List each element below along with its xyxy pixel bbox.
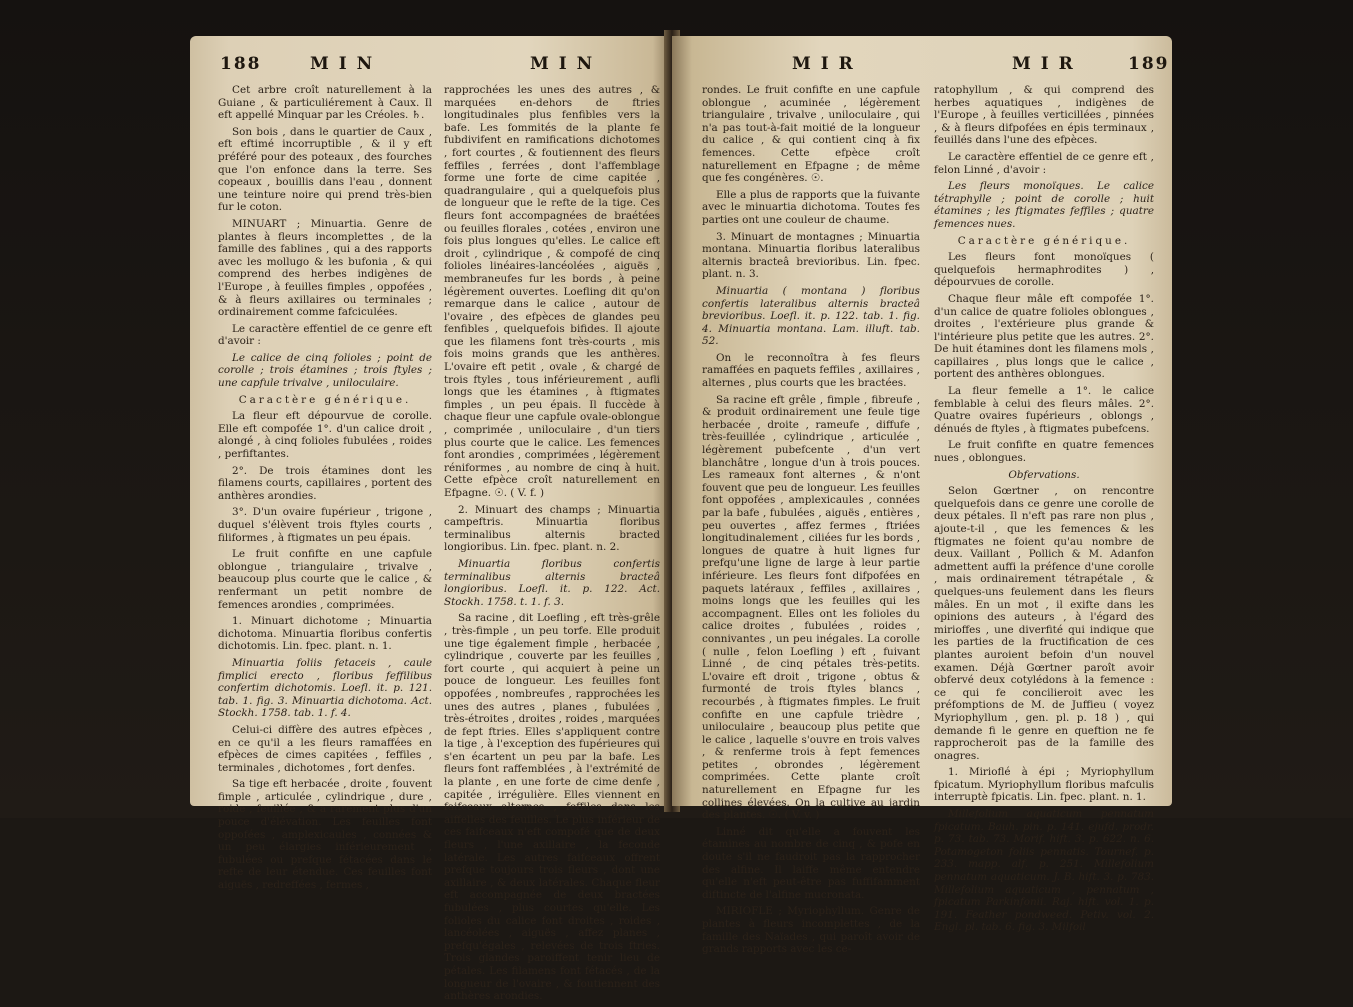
paragraph: Le caractère effentiel de ce genre eft , felon Linné , d'avoir : bbox=[934, 150, 1154, 176]
paragraph: 3°. D'un ovaire fupérieur , trigone , duquel s'élèvent trois ftyles courts , filiformes , à ftigmates un peu épais. bbox=[218, 506, 432, 544]
paragraph: Linné dit qu'elle a fouvent les étamines au nombre de cinq , & pofe en doute s'il ne faudroit pas la rapprocher des alfine. Il laiffe même entendre qu'elle n'eft peut-être pas fuffifamment diftincte de l'alfine mucronata. bbox=[702, 825, 920, 901]
paragraph: Sa racine eft grêle , fimple , fibreufe , & produit ordinairement une feule tige herbacée , droite , rameufe , diffufe , très-feuillée , cylindrique , articulée , légèrement pubefcente , d'un vert blanchâtre , longue d'un à trois pouces. Les rameaux font alternes , & n'ont fouvent que peu de longueur. Les feuilles font oppofées , amplexicaules , connées par la bafe , fubulées , aiguës , entières , peu ouvertes , affez fermes , ftriées longitudinalement , ciliées fur les bords , longues de quatre à huit lignes fur prefqu'une ligne de large à leur partie inférieure. Les fleurs font difpofées en paquets latéraux , feffiles , axillaires , moins longs que les feuilles qui les accompagnent. Elles ont les folioles du calice droites , fubulées , roides , connivantes , un peu inégales. La corolle ( nulle , felon Loefling ) eft , fuivant Linné , de cinq pétales très-petits. L'ovaire eft droit , trigone , obtus & furmonté de trois ftyles blancs , recourbés , à ftigmates fimples. Le fruit confifte en une capfule trièdre , uniloculaire , beaucoup plus petite que le calice , laquelle s'ouvre en trois valves , & renferme trois à fept femences petites , obrondes , légèrement comprimées. Cette plante croît naturellement en Efpagne fur les collines élevées. On la cultive au jardin des plantes. ☉. ( V. v. ) bbox=[702, 393, 920, 822]
paragraph: Le fruit confifte en quatre femences nues , oblongues. bbox=[934, 439, 1154, 465]
section-heading: Obfervations. bbox=[1008, 468, 1080, 481]
running-head-right-2: M I R bbox=[1012, 54, 1075, 74]
paragraph: 3. Minuart de montagnes ; Minuartia montana. Minuartia floribus lateralibus alternis bracteâ brevioribus. Lin. fpec. plant. n. 3. bbox=[702, 230, 920, 281]
paragraph: MIRIOFLE ; Myriophyllum. Genre de plantes à fleurs incomplettes , de la famille des Naïades , qui paroît avoir de grands rapports avec les ce- bbox=[702, 905, 920, 956]
paragraph: 1. Minuart dichotome ; Minuartia dichotoma. Minuartia floribus confertis dichotomis. Lin. fpec. plant. n. 1. bbox=[218, 615, 432, 653]
right-page bbox=[672, 36, 1172, 956]
left-page bbox=[190, 36, 672, 1003]
paragraph: La fleur eft dépourvue de corolle. Elle eft compofée 1°. d'un calice droit , alongé , à cinq folioles fubulées , roides , perfiftantes. bbox=[218, 410, 432, 461]
paragraph: Le caractère effentiel de ce genre eft d'avoir : bbox=[218, 322, 432, 348]
paragraph: Les fleurs font monoïques ( quelquefois hermaphrodites ) , dépourvues de corolle. bbox=[934, 251, 1154, 289]
paragraph: rapprochées les unes des autres , & marquées en-dehors de ftries longitudinales plus fenfibles vers la bafe. Les fommités de la plante fe fubdivifent en ramifications dichotomes , fort courtes , & foutiennent des fleurs feffiles , ferrées , dont l'affemblage forme une forte de cime capitée , quadrangulaire , qui a quelquefois plus de longueur que le refte de la tige. Ces fleurs font accompagnées de braétées ou feuilles florales , cotées , environ une fois plus longues qu'elles. Le calice eft droit , cylindrique , & compofé de cinq folioles linéaires-lancéolées , aiguës , membraneufes fur les bords , à peine légèrement ouvertes. Loefling dit qu'on remarque dans le calice , autour de l'ovaire , des efpèces de glandes peu fenfibles , quelquefois bifides. Il ajoute que les filamens font très-courts , mis fois moins grands que les anthères. L'ovaire eft petit , ovale , & chargé de trois ftyles , tous inférieurement , aufli longs que les étamines , à ftigmates fimples , un peu épais. Il fuccède à chaque fleur une capfule ovale-oblongue , comprimée , uniloculaire , d'un tiers plus courte que le calice. Les femences font arondies , comprimées , légèrement réniformes , au nombre de cinq à huit. Cette efpèce croît naturellement en Efpagne. ☉. ( V. f. ) bbox=[444, 84, 660, 499]
paragraph: Le fruit confifte en une capfule oblongue , triangulaire , trivalve , beaucoup plus courte que le calice , & renfermant un petit nombre de femences arondies , comprimées. bbox=[218, 548, 432, 611]
paragraph: 2. Minuart des champs ; Minuartia campeftris. Minuartia floribus terminalibus alternis bracted longioribus. Lin. fpec. plant. n. 2. bbox=[444, 503, 660, 554]
right-column-2 bbox=[934, 84, 1154, 938]
section-heading: Caractère générique. bbox=[957, 234, 1131, 247]
left-column-1 bbox=[218, 84, 432, 896]
paragraph: Minuartia foliis fetaceis , caule fimplici erecto , floribus feffilibus confertim dichotomis. Loefl. it. p. 121. tab. 1. fig. 3. Minuartia dichotoma. Act. Stockh. 1758. tab. 1. f. 4. bbox=[218, 656, 432, 720]
paragraph: Les fleurs monoïques. Le calice tétraphylle ; point de corolle ; huit étamines ; les ftigmates feffiles ; quatre femences nues. bbox=[934, 180, 1154, 230]
paragraph: Sa tige eft herbacée , droite , fouvent fimple , articulée , cylindrique , dure , roide , feuillée , & a rarement plus d'un pouce d'élévation. Les feuilles font oppofées , amplexicaules , connées & un peu élargies inférieurement , fubulées ou prefque fétacées dans le refte de leur étendue. Ces feuilles font aiguës , redreffées , fermes , bbox=[218, 778, 432, 892]
paragraph: Son bois , dans le quartier de Caux , eft eftimé incorruptible , & il y eft préféré pour des poteaux , des fourches que l'on enfonce dans la terre. Ses copeaux , bouillis dans l'eau , donnent une teinture noire qui prend très-bien fur le coton. bbox=[218, 125, 432, 214]
paragraph: Sa racine , dit Loefling , eft très-grêle , très-fimple , un peu torfe. Elle produit une tige également fimple , herbacée , cylindrique , couverte par les feuilles , fort courte , qui acquiert à peine un pouce de longueur. Les feuilles font oppofées , nombreufes , rapprochées les unes des autres , planes , fubulées , très-étroites , droites , roides , marquées de fept ftries. Elles s'appliquent contre la tige , à l'exception des fupérieures qui s'en écartent un peu par la bafe. Les fleurs font raffemblées , à l'extrémité de la plante , en une forte de cime denfe , capitée , irrégulière. Elles viennent en faifceaux alternes , feffiles dans les aiffelles des feuilles. Le plus inférieur de ces faifceaux n'eft compofé que de deux fleurs , l'une axillaire , la feconde latérale. Les autres faifceaux offrent prefque toujours trois fleurs , dont une axillaire , & deux latérales. Chaque fleur eft accompagnée de deux bractées fubulées , plus courtes qu'elle. Les folioles du calice font droites , roides , lancéolées , aiguës , affez planes , prefqu'égales , relevées de trois ftries. Trois glandes paroiffent tenir lieu de pétales. Les filamens font fétacés , de la longueur de l'ovaire , & foutiennent des anthères arondies. bbox=[444, 612, 660, 1003]
running-head-left-1: M I N bbox=[310, 54, 375, 74]
paragraph: 1. Mirioflé à épi ; Myriophyllum fpicatum. Myriophyllum floribus mafculis interruptè fpicatis. Lin. fpec. plant. n. 1. bbox=[934, 766, 1154, 804]
running-head-left-2: M I N bbox=[530, 54, 595, 74]
page-number-right: 189 bbox=[1128, 54, 1170, 74]
section-heading: Caractère générique. bbox=[238, 393, 412, 406]
right-column-1 bbox=[702, 84, 920, 960]
page-number-left: 188 bbox=[220, 54, 262, 74]
paragraph: Cet arbre croît naturellement à la Guiane , & particuliérement à Caux. Il eft appellé Minquar par les Créoles. ♄. bbox=[218, 84, 432, 122]
paragraph: Minuartia ( montana ) floribus confertis lateralibus alternis bracteâ brevioribus. Loefl. it. p. 122. tab. 1. fig. 4. Minuartia montana. Lam. illuft. tab. 52. bbox=[702, 284, 920, 348]
running-head-right-1: M I R bbox=[792, 54, 855, 74]
paragraph: La fleur femelle a 1°. le calice femblable à celui des fleurs mâles. 2°. Quatre ovaires fupérieurs , oblongs , dénués de ftyles , à ftigmates pubefcens. bbox=[934, 385, 1154, 435]
paragraph: 2°. De trois étamines dont les filamens courts, capillaires , portent des anthères arondies. bbox=[218, 464, 432, 502]
paragraph: Minuartia floribus confertis terminalibus alternis bracteâ longioribus. Loefl. it. p. 122. Act. Stockh. 1758. t. 1. f. 3. bbox=[444, 557, 660, 608]
paragraph: Elle a plus de rapports que la fuivante avec le minuartia dichotoma. Toutes fes parties ont une couleur de chaume. bbox=[702, 188, 920, 226]
paragraph: Le calice de cinq folioles ; point de corolle ; trois étamines ; trois ftyles ; une capfule trivalve , uniloculaire. bbox=[218, 351, 432, 390]
paragraph: Celui-ci diffère des autres efpèces , en ce qu'il a les fleurs ramaffées en efpèces de cimes capitées , feffiles , terminales , dichotomes , fort denfes. bbox=[218, 723, 432, 774]
paragraph: On le reconnoîtra à fes fleurs ramaffées en paquets feffiles , axillaires , alternes , plus courts que les bractées. bbox=[702, 351, 920, 390]
paragraph: Millefolium aquaticum pennatum fpicatum. Bauh. pin. p. 141. ejufd. prodr. p. 73. tab. 73. Morif. hift. 3. p. 622. n. 6. Potamogeton foliis pennatis. Tournef. p. 233. mapp. alf. p. 251. Millefolium pennatum aquaticum. J. B. hift. 3. p. 783. Millefolium aquaticum , pennatum , fpicatum Parkinfonii. Raj. hift. vol. 1. p. 191. Feather pondweed. Petiv. vol. 2. Engl. pl. tab. 6. fig. 3. Milfoil bbox=[934, 808, 1154, 934]
paragraph: Selon Gœrtner , on rencontre quelquefois dans ce genre une corolle de deux pétales. Il n'eft pas rare non plus , ajoute-t-il , que les femences & les ftigmates ne foient qu'au nombre de deux. Vaillant , Pollich & M. Adanfon admettent auffi la préfence d'une corolle , mais ordinairement tétrapétale , & quelques-uns feulement dans les fleurs mâles. En un mot , il exifte dans les opinions des auteurs , à l'égard des mirioffes , une diverfité qui indique que les parties de la fructification de ces plantes auroient befoin d'un nouvel examen. Déjà Gœrtner paroît avoir obfervé deux cotylédons à la femence : ce qui fe concilieroit avec les préfomptions de M. de Juffieu ( voyez Myriophyllum , gen. pl. p. 18 ) , qui demande fi le genre en queftion ne fe rapprocheroit pas de la famille des onagres. bbox=[934, 485, 1154, 762]
left-column-2 bbox=[444, 84, 660, 1007]
paragraph: MINUART ; Minuartia. Genre de plantes à fleurs incomplettes , de la famille des fablines , qui a des rapports avec les mollugo & les bufonia , & qui comprend des herbes indigènes de l'Europe , à feuilles fimples , oppofées , & à fleurs axillaires ou terminales ; ordinairement comme fafciculées. bbox=[218, 217, 432, 319]
paragraph: ratophyllum , & qui comprend des herbes aquatiques , indigènes de l'Europe , à feuilles verticillées , pinnées , & à fleurs difpofées en épis terminaux , feuillés dans l'une des efpèces. bbox=[934, 84, 1154, 147]
paragraph: rondes. Le fruit confifte en une capfule oblongue , acuminée , légèrement triangulaire , trivalve , uniloculaire , qui n'a pas tout-à-fait moitié de la longueur du calice , & qui contient cinq à fix femences. Cette efpèce croît naturellement en Efpagne ; de même que fes congénères. ☉. bbox=[702, 84, 920, 185]
paragraph: Chaque fleur mâle eft compofée 1°. d'un calice de quatre folioles oblongues , droites , l'extérieure plus grande & l'intérieure plus petite que les autres. 2°. De huit étamines dont les filamens mols , capillaires , plus longs que le calice , portent des anthères oblongues. bbox=[934, 292, 1154, 381]
